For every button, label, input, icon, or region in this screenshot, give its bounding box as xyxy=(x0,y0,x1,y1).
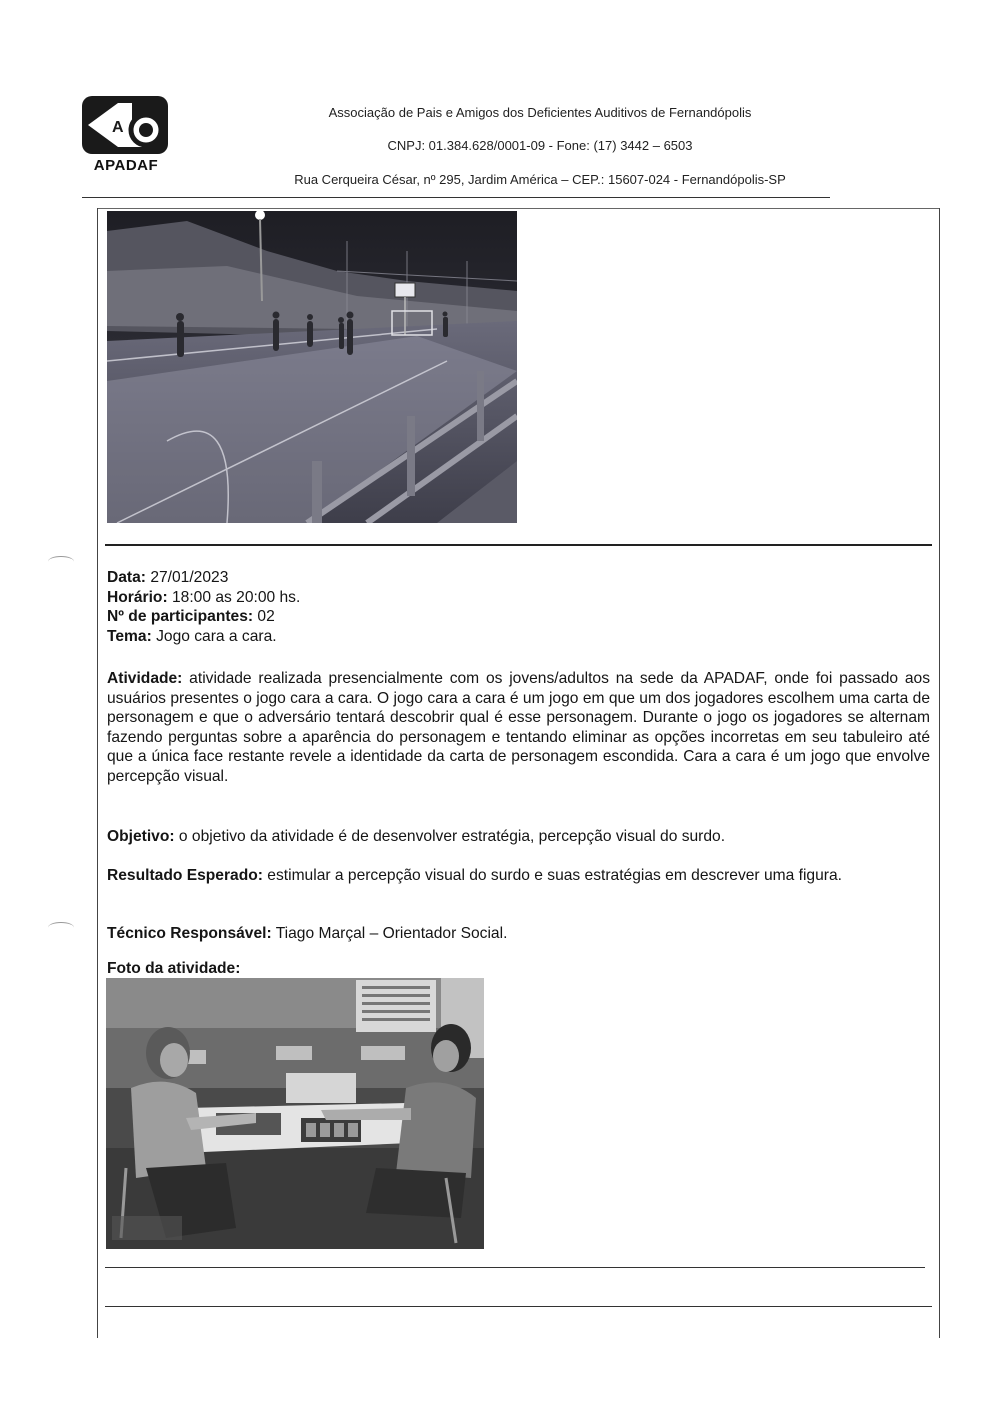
apadaf-logo xyxy=(80,94,172,176)
scan-mark xyxy=(48,556,74,567)
cnpj-phone: CNPJ: 01.384.628/0001-09 - Fone: (17) 3442 – 6503 xyxy=(387,138,693,153)
address-line: Rua Cerqueira César, nº 295, Jardim América – CEP.: 15607-024 - Fernandópolis-SP xyxy=(294,172,786,187)
logo-text: APADAF xyxy=(93,157,159,174)
expected-result-text: estimular a percepção visual do surdo e suas estratégias em descrever uma figura. xyxy=(262,867,842,884)
responsible-text: Tiago Marçal – Orientador Social. xyxy=(271,925,508,942)
photo-section-label: Foto da atividade: xyxy=(107,960,241,977)
expected-result-paragraph xyxy=(107,866,930,886)
objective-paragraph xyxy=(107,827,930,847)
activity-photo xyxy=(106,978,484,1249)
participants-value: 02 xyxy=(253,608,275,626)
activity-label: Atividade: xyxy=(107,670,183,687)
date-value: 27/01/2023 xyxy=(146,569,229,586)
organization-name: Associação de Pais e Amigos dos Deficientes Auditivos de Fernandópolis xyxy=(328,105,752,120)
court-photo xyxy=(107,211,517,523)
theme-value: Jogo cara a cara. xyxy=(151,627,277,645)
time-label: Horário: xyxy=(107,588,168,606)
photo-section-title xyxy=(107,959,930,979)
date-row xyxy=(107,568,930,588)
section-divider xyxy=(105,544,932,546)
participants-row xyxy=(107,607,930,627)
responsible-paragraph xyxy=(107,924,930,944)
time-value: 18:00 as 20:00 hs. xyxy=(167,588,301,606)
bottom-rule-2 xyxy=(105,1306,932,1307)
objective-text: o objetivo da atividade é de desenvolver estratégia, percepção visual do surdo. xyxy=(174,828,726,845)
frame-left-border xyxy=(97,208,98,1338)
activity-text: atividade realizada presencialmente com os jovens/adultos na sede da APADAF, onde foi passado aos usuários presentes o jogo cara a cara. O jogo cara a cara é um jogo em que um dos jogadores escolhem uma carta de personagem e que o adversário tentará descobrir qual é esse personagem. Durante o jogo os jogadores se alternam fazendo perguntas sobre a aparência do personagem e tentando eliminar as opções incorretas em seu tabuleiro até que a única face restante revele a identidade da carta de personagem escondida. Cara a cara é um jogo que envolve percepção visual. xyxy=(107,670,930,785)
expected-result-label: Resultado Esperado: xyxy=(107,867,263,884)
participants-label: Nº de participantes: xyxy=(107,608,254,626)
frame-right-border xyxy=(939,208,940,1338)
logo-emblem-icon xyxy=(80,94,172,158)
frame-top-border xyxy=(97,208,940,209)
time-row xyxy=(107,588,930,608)
date-label: Data: xyxy=(107,569,146,586)
bottom-rule-1 xyxy=(105,1267,925,1268)
objective-label: Objetivo: xyxy=(107,828,175,845)
responsible-label: Técnico Responsável: xyxy=(107,925,272,942)
theme-row xyxy=(107,627,930,647)
header-divider xyxy=(82,197,830,198)
scan-mark xyxy=(48,922,74,933)
activity-paragraph xyxy=(107,669,930,787)
theme-label: Tema: xyxy=(107,627,152,645)
logo-glyph: A xyxy=(112,119,124,136)
info-block xyxy=(107,568,930,646)
